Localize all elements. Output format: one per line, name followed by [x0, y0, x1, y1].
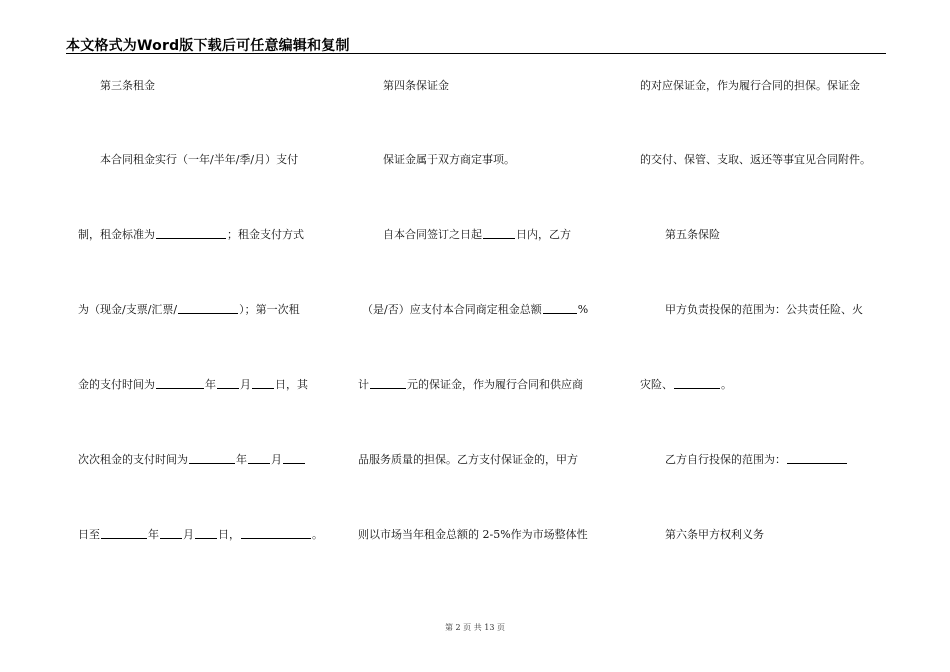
- text-segment: 第四条保证金: [383, 79, 449, 92]
- text-segment: 计: [358, 378, 369, 391]
- blank-fill-line: [674, 378, 720, 389]
- text-line: [362, 303, 588, 317]
- text-segment: 为（现金/支票/汇票/: [78, 303, 178, 316]
- blank-fill-line: [283, 453, 305, 464]
- text-segment: 元的保证金，作为履行合同和供应商: [407, 378, 583, 391]
- text-segment: 日，其: [275, 378, 308, 391]
- text-segment: 保证金属于双方商定事项。: [383, 153, 515, 166]
- blank-fill-line: [248, 453, 270, 464]
- text-line: [665, 453, 848, 467]
- text-segment: 月: [183, 528, 194, 541]
- blank-fill-line: [787, 453, 847, 464]
- text-segment: 年: [236, 453, 247, 466]
- text-line: [358, 378, 583, 392]
- text-line: [100, 153, 298, 167]
- text-line: [383, 228, 571, 242]
- text-segment: 第六条甲方权利义务: [665, 528, 764, 541]
- text-line: [665, 528, 764, 542]
- blank-fill-line: [156, 228, 226, 239]
- text-line: [78, 453, 306, 467]
- text-line: [78, 303, 300, 317]
- text-segment: 自本合同签订之日起: [383, 228, 482, 241]
- blank-fill-line: [195, 528, 217, 539]
- page-header-title: 本文格式为Word版下载后可任意编辑和复制: [66, 38, 350, 54]
- text-segment: 年: [148, 528, 159, 541]
- text-line: [78, 528, 323, 542]
- text-segment: ）；第一次租: [239, 303, 300, 316]
- text-segment: 品服务质量的担保。乙方支付保证金的，甲方: [358, 453, 578, 466]
- blank-fill-line: [370, 378, 406, 389]
- text-line: [640, 79, 860, 93]
- blank-fill-line: [543, 303, 577, 314]
- blank-fill-line: [101, 528, 147, 539]
- text-line: [358, 453, 578, 467]
- text-segment: 第三条租金: [100, 79, 155, 92]
- text-segment: %: [577, 303, 589, 316]
- blank-fill-line: [189, 453, 235, 464]
- text-segment: 的交付、保管、支取、返还等事宜见合同附件。: [640, 153, 871, 166]
- text-line: [78, 228, 304, 242]
- text-segment: 。: [721, 378, 732, 391]
- text-line: [665, 228, 720, 242]
- header-divider: [66, 53, 886, 54]
- text-line: [358, 528, 588, 542]
- text-segment: ；租金支付方式: [227, 228, 304, 241]
- text-segment: 金的支付时间为: [78, 378, 155, 391]
- text-line: [383, 79, 449, 93]
- text-segment: 月: [271, 453, 282, 466]
- text-segment: 第五条保险: [665, 228, 720, 241]
- text-segment: （是/否）应支付本合同商定租金总额: [362, 303, 542, 316]
- text-segment: 乙方自行投保的范围为：: [665, 453, 786, 466]
- blank-fill-line: [252, 378, 274, 389]
- text-segment: 日内，乙方: [516, 228, 571, 241]
- blank-fill-line: [156, 378, 204, 389]
- text-segment: 的对应保证金，作为履行合同的担保。保证金: [640, 79, 860, 92]
- text-segment: 甲方负责投保的范围为：公共责任险、火: [665, 303, 863, 316]
- text-segment: 次次租金的支付时间为: [78, 453, 188, 466]
- text-line: [640, 153, 871, 167]
- text-line: [383, 153, 515, 167]
- blank-fill-line: [241, 528, 311, 539]
- text-segment: 本合同租金实行（一年/半年/季/月）支付: [100, 153, 299, 166]
- text-line: [665, 303, 863, 317]
- text-segment: 则以市场当年租金总额的 2-5%作为市场整体性: [358, 528, 588, 541]
- blank-fill-line: [483, 228, 515, 239]
- text-segment: 。: [312, 528, 323, 541]
- text-segment: 制，租金标准为: [78, 228, 155, 241]
- blank-fill-line: [160, 528, 182, 539]
- text-line: [640, 378, 732, 392]
- text-line: [100, 79, 155, 93]
- text-line: [78, 378, 308, 392]
- page-number: 第 2 页 共 13 页: [445, 623, 505, 632]
- text-segment: 日，: [218, 528, 240, 541]
- text-segment: 日至: [78, 528, 100, 541]
- text-segment: 年: [205, 378, 216, 391]
- blank-fill-line: [217, 378, 239, 389]
- text-segment: 月: [240, 378, 251, 391]
- text-segment: 灾险、: [640, 378, 673, 391]
- blank-fill-line: [178, 303, 238, 314]
